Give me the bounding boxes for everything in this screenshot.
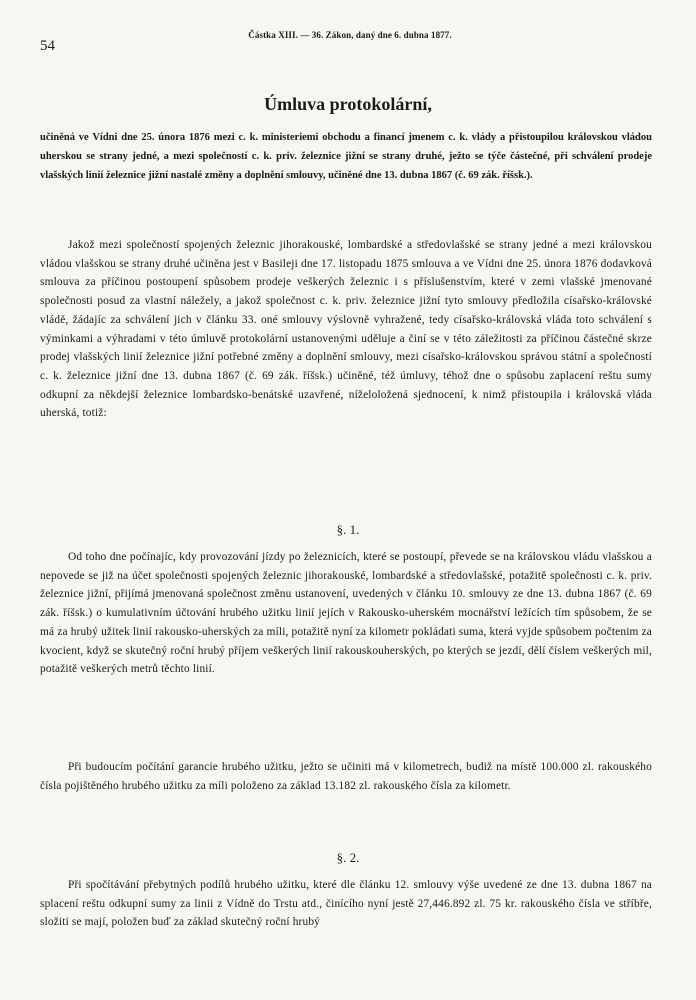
section-1-heading: §. 1. — [336, 522, 360, 537]
document-title: Úmluva protokolární, — [264, 94, 432, 114]
intro-paragraph: Jakož mezi společností spojených železnic jihorakouské, lombardské a středovlašské se strany jedné a mezi královskou vládou vlašskou se strany druhé učiněna jest v Basileji dne 17. listopadu 1875 smlouva a ve Vídni dne 25. února 1876 dodavková smlouva za příčinou postoupení spůsobem prodeje veškerých železnic i s příslušenstvím, které v zemi vlašské jmenované společnosti posud za vlastní náležely, a jakož společnost c. k. priv. železnice jižní tyto smlouvy předložila císařsko-královské vládě, žádajíc za schválení jich v článku 33. oné smlouvy výslovně vyhražené, tedy císařsko-královská vláda toto schválení s výminkami a výhradami v této úmluvě protokolární ustanovenými uděluje a činí se v této záležitosti za příčinou částečné skrze prodej vlašských linií železnice jižní potřebné změny a doplnění smlouvy, mezi císařsko-královskou správou státní a společností c. k. železnice jižní dne 13. dubna 1867 (č. 69 zák. říšsk.) učiněné, též úmluvy, téhož dne o spůsobu zaplacení reštu sumy odkupní za někdejší železnice lombardsko-benátské uzavřené, níželoložená sjednocení, k nimž přistoupila i královská vláda uherská, totiž: — [40, 239, 652, 420]
section-1-paragraph-1: Od toho dne počínajíc, kdy provozování jízdy po železnicích, které se postoupí, převede se na královskou vládu vlašskou a nepovede se již na účet společnosti spojených železnic jihorakouské, lombardské a středovlašské, potažitě společnosti c. k. priv. železnice jižní, přijímá jmenovaná společnost změnu ustanovení, uvedených v článku 10. smlouvy ze dne 13. dubna 1867 (č. 69 zák. říšsk.) o kumulativním účtování hrubého užitku linií jejích v Rakousko-uherském mocnářství ležících tím spůsobem, že se má za hrubý užitek linií rakousko-uherských za míli, potažitě nyní za kilometr pokládati suma, která vyjde spůsobem počtenim za kvocient, když se skutečný roční hrubý příjem veškerých linií rakouskouherských, po kterých se jezdí, dělí číslem veškerých mil, potažitě veškerých metrů těchto linií. — [40, 551, 652, 676]
page-number: 54 — [40, 38, 55, 54]
document-subtitle: učiněná ve Vídni dne 25. února 1876 mezi c. k. ministeriemi obchodu a financí jmenem c. k. vlády a přistoupilou královskou vládou uherskou se strany jedné, a mezi společností c. k. priv. železnice jižní se strany druhé, ježto se týče částečné, při schválení prodeje vlašských linií železnice jižní nastalé změny a doplnění smlouvy, učiněné dne 13. dubna 1867 (č. 69 zák. říšsk.). — [40, 132, 652, 181]
running-title: Částka XIII. — 36. Zákon, daný dne 6. dubna 1877. — [248, 30, 452, 40]
section-2-heading: §. 2. — [336, 850, 360, 865]
section-1-paragraph-2: Při budoucím počítání garancie hrubého užitku, ježto se učiniti má v kilometrech, budiž na místě 100.000 zl. rakouského čísla pojištěného hrubého užitku za míli položeno za základ 13.182 zl. rakouského čísla za kilometr. — [40, 761, 652, 792]
section-2-paragraph-1: Při spočítávání přebytných podílů hrubého užitku, které dle článku 12. smlouvy výše uvedené ze dne 13. dubna 1867 na splacení reštu odkupní sumy za linii z Vídně do Trstu atd., činícího nyní jestě 27,446.892 zl. 75 kr. rakouského čísla ve stříbře, složiti se mají, položen buď za základ skutečný roční hrubý — [40, 879, 652, 929]
